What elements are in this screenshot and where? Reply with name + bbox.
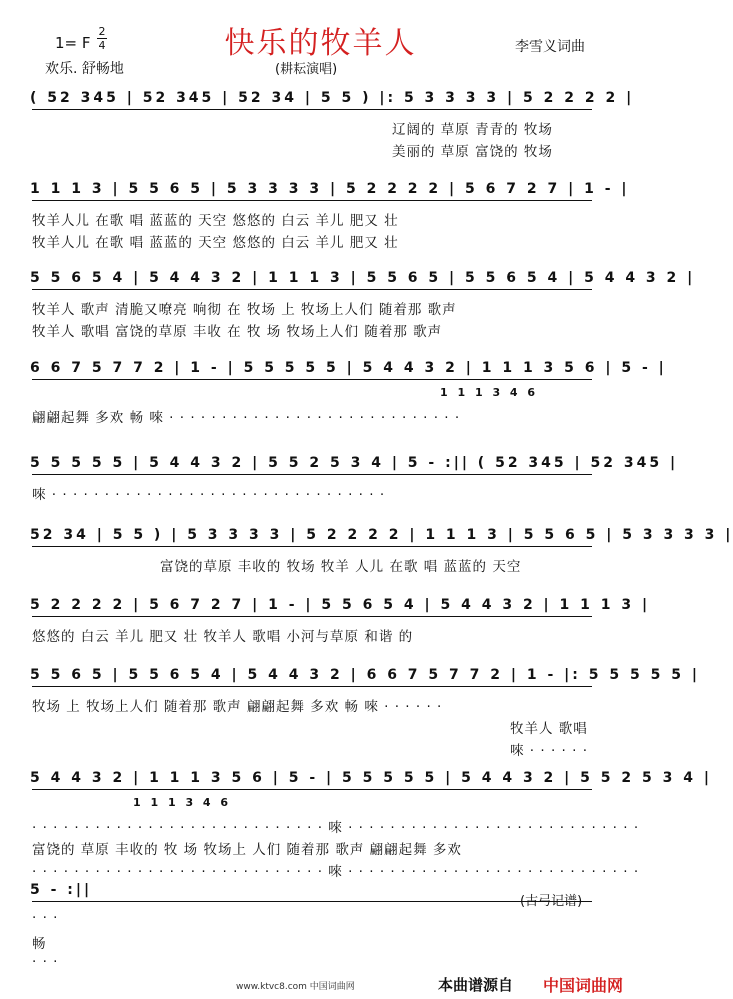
lyric-line: · · · · · · · · · · · · · · · · · · · · · · · · · · · · 唻 · · · · · · · · · · · · · · · · · · · · · · · · · · · · [32, 820, 640, 836]
harmony-notes: 1 1 1 3 4 6 [133, 796, 232, 809]
beam-line [32, 379, 592, 380]
lyric-line: 牧羊人 歌唱 [510, 721, 588, 737]
notation-row: 5 - :|| [30, 882, 93, 898]
lyric-line: · · · [32, 954, 59, 970]
notation-row: 52 34 | 5 5 ) | 5 3 3 3 3 | 5 2 2 2 2 | 1 1 1 3 | 5 5 6 5 | 5 3 3 3 3 | [30, 527, 733, 543]
lyric-line: 辽阔的 草原 青青的 牧场 [392, 122, 553, 138]
tempo-marking: 欢乐. 舒畅地 [45, 61, 124, 77]
lyric-line: 唻 · · · · · · · · · · · · · · · · · · · · · · · · · · · · · · · · [32, 487, 386, 503]
lyric-line: 畅 [32, 936, 47, 952]
beam-line [32, 109, 592, 110]
notation-row: 5 5 6 5 | 5 5 6 5 4 | 5 4 4 3 2 | 6 6 7 5 7 7 2 | 1 - |: 5 5 5 5 5 | [30, 667, 700, 683]
lyric-line: 翩翩起舞 多欢 畅 唻 · · · · · · · · · · · · · · · · · · · · · · · · · · · · [32, 410, 461, 426]
notation-row: 5 2 2 2 2 | 5 6 7 2 7 | 1 - | 5 5 6 5 4 | 5 4 4 3 2 | 1 1 1 3 | [30, 597, 651, 613]
transcriber-credit: (古弓记谱) [520, 894, 583, 909]
beam-line [32, 686, 592, 687]
lyric-line: 富饶的 草原 丰收的 牧 场 牧场上 人们 随着那 歌声 翩翩起舞 多欢 [32, 842, 462, 858]
lyric-line: · · · · · · · · · · · · · · · · · · · · · · · · · · · · 唻 · · · · · · · · · · · · · · · · · · · · · · · · · · · · [32, 864, 640, 880]
singer-credit: (耕耘演唱) [275, 62, 338, 77]
time-signature-top: 2 [98, 25, 106, 38]
lyric-line: 美丽的 草原 富饶的 牧场 [392, 144, 553, 160]
beam-line [32, 474, 592, 475]
beam-line [32, 789, 592, 790]
song-title: 快乐的牧羊人 [224, 26, 417, 61]
beam-line [32, 289, 592, 290]
lyric-line: · · · [32, 910, 59, 926]
notation-row: ( 52 345 | 52 345 | 52 34 | 5 5 ) |: 5 3 3 3 3 | 5 2 2 2 2 | [30, 90, 635, 106]
notation-row: 6 6 7 5 7 7 2 | 1 - | 5 5 5 5 5 | 5 4 4 3 2 | 1 1 1 3 5 6 | 5 - | [30, 360, 667, 376]
lyric-line: 牧羊人儿 在歌 唱 蓝蓝的 天空 悠悠的 白云 羊儿 肥又 壮 [32, 235, 399, 251]
footer-brand: 中国词曲网 [543, 976, 624, 995]
footer-url: www.ktvc8.com 中国词曲网 [236, 982, 355, 992]
beam-line [32, 200, 592, 201]
lyric-line: 牧羊人儿 在歌 唱 蓝蓝的 天空 悠悠的 白云 羊儿 肥又 壮 [32, 213, 399, 229]
key-signature: 1= F [55, 34, 91, 52]
lyric-line: 牧场 上 牧场上人们 随着那 歌声 翩翩起舞 多欢 畅 唻 · · · · · · [32, 699, 443, 715]
lyric-line: 牧羊人 歌唱 富饶的草原 丰收 在 牧 场 牧场上人们 随着那 歌声 [32, 324, 443, 340]
beam-line [32, 901, 592, 902]
lyric-line: 富饶的草原 丰收的 牧场 牧羊 人儿 在歌 唱 蓝蓝的 天空 [160, 559, 522, 575]
lyric-line: 悠悠的 白云 羊儿 肥又 壮 牧羊人 歌唱 小河与草原 和谐 的 [32, 629, 414, 645]
notation-row: 5 4 4 3 2 | 1 1 1 3 5 6 | 5 - | 5 5 5 5 5 | 5 4 4 3 2 | 5 5 2 5 3 4 | [30, 770, 712, 786]
lyric-line: 牧羊人 歌声 清脆又嘹亮 响彻 在 牧场 上 牧场上人们 随着那 歌声 [32, 302, 457, 318]
composer-credit: 李雪义词曲 [515, 39, 585, 55]
notation-row: 5 5 5 5 5 | 5 4 4 3 2 | 5 5 2 5 3 4 | 5 - :|| ( 52 345 | 52 345 | [30, 455, 679, 471]
beam-line [32, 616, 592, 617]
harmony-notes: 1 1 1 3 4 6 [440, 386, 539, 399]
notation-row: 1 1 1 3 | 5 5 6 5 | 5 3 3 3 3 | 5 2 2 2 2 | 5 6 7 2 7 | 1 - | [30, 181, 630, 197]
footer-source-label: 本曲谱源自 [438, 976, 514, 994]
beam-line [32, 546, 592, 547]
time-signature [97, 26, 107, 51]
lyric-line: 唻 · · · · · · [510, 743, 588, 759]
notation-row: 5 5 6 5 4 | 5 4 4 3 2 | 1 1 1 3 | 5 5 6 5 | 5 5 6 5 4 | 5 4 4 3 2 | [30, 270, 696, 286]
time-signature-bottom: 4 [98, 39, 106, 52]
